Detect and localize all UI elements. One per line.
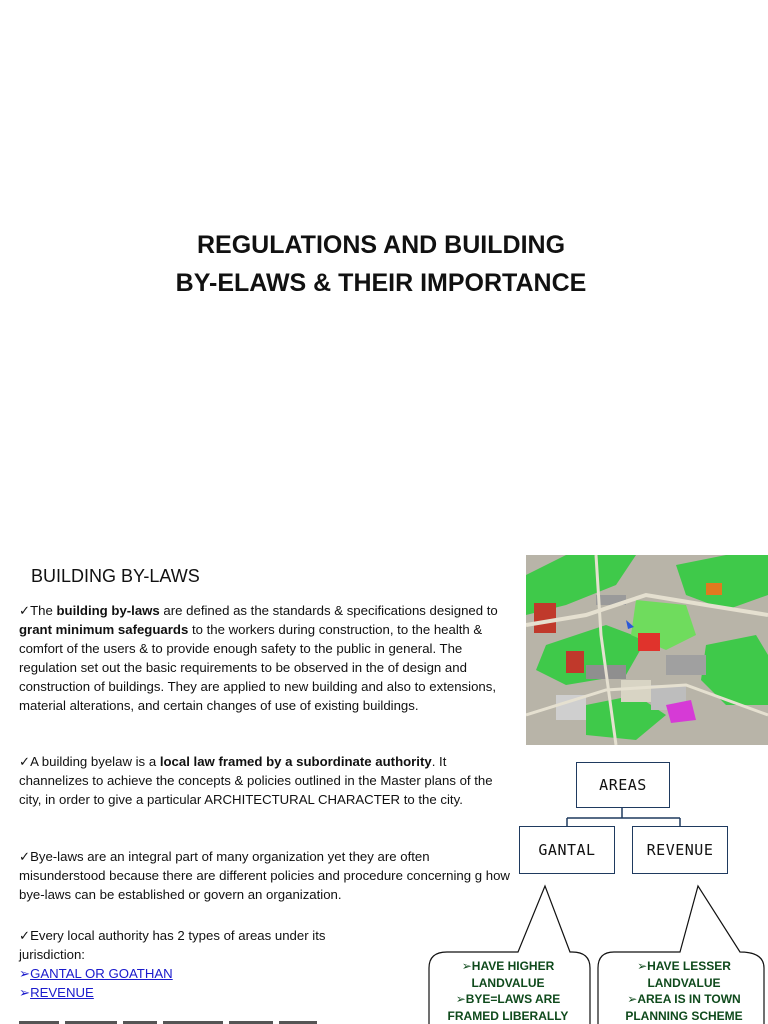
- gantal-callout-line-2: LANDVALUE: [471, 975, 545, 990]
- list-item-revenue: [19, 983, 369, 1002]
- title-line-1: REGULATIONS AND BUILDING: [196, 231, 566, 259]
- revenue-box: REVENUE: [632, 826, 728, 874]
- gantal-link[interactable]: GANTAL OR GOATHAN: [30, 966, 173, 981]
- cutoff-text-line: [19, 1014, 379, 1024]
- check-icon: ✓: [19, 603, 31, 618]
- revenue-callout-line-2: LANDVALUE: [647, 975, 721, 990]
- paragraph-area-types: [19, 926, 369, 1002]
- areas-box: AREAS: [576, 762, 670, 808]
- paragraph-local-law: [19, 752, 517, 809]
- paragraph-integral-part: [19, 847, 517, 904]
- gantal-callout-line-3: ➢BYE=LAWS ARE: [455, 992, 561, 1006]
- p2-bold-1: local law framed by a subordinate authority: [159, 754, 432, 769]
- revenue-callout-line-1: ➢HAVE LESSER: [637, 959, 731, 973]
- title-line-2: BY-ELAWS & THEIR IMPORTANCE: [175, 269, 587, 297]
- p2-text-2: . It channelizes to achieve the concepts & policies outlined in the Master plans of the city, in order to give a particular ARCHITECTURAL CHARACTER to the city.: [19, 754, 493, 807]
- revenue-callout: [604, 958, 764, 1024]
- slide-title: [0, 226, 762, 302]
- gantal-box: GANTAL: [519, 826, 615, 874]
- p1-bold-1: building by-laws: [56, 603, 160, 618]
- campus-map-image: [526, 555, 768, 745]
- gantal-callout: [430, 958, 586, 1024]
- section-heading: BUILDING BY-LAWS: [31, 566, 200, 586]
- paragraph-definition: [19, 601, 517, 715]
- revenue-link[interactable]: REVENUE: [30, 985, 94, 1000]
- list-item-gantal: [19, 964, 369, 983]
- p1-text-2: are defined as the standards & specifications designed to: [159, 603, 498, 618]
- p2-text-1: A building byelaw is a: [30, 754, 160, 769]
- arrow-bullet-icon: ➢: [19, 985, 31, 1000]
- revenue-callout-line-3: ➢AREA IS IN TOWN: [627, 992, 741, 1006]
- p3-text-1: Bye-laws are an integral part of many organization yet they are often misunderstood because there are different policies and procedure concerning g how bye-laws can be established or govern an organization.: [19, 849, 510, 902]
- check-icon: ✓: [19, 754, 31, 769]
- p4-text-1: Every local authority has 2 types of areas under its jurisdiction:: [19, 928, 326, 962]
- check-icon: ✓: [19, 849, 31, 864]
- gantal-callout-line-4: FRAMED LIBERALLY: [447, 1008, 569, 1023]
- arrow-bullet-icon: ➢: [19, 966, 31, 981]
- p1-text-1: The: [30, 603, 57, 618]
- p1-bold-2: grant minimum safeguards: [19, 622, 189, 637]
- p1-text-3: to the workers during construction, to the health & comfort of the users & to provide enough safety to the public in general. The regulation set out the basic requirements to be observed in the of design and construction of buildings. They are applied to new building and also to extensions, material alterations, and certain changes of use of existing buildings.: [19, 622, 497, 713]
- revenue-callout-line-4: PLANNING SCHEME: [625, 1008, 743, 1023]
- check-icon: ✓: [19, 928, 31, 943]
- gantal-callout-line-1: ➢HAVE HIGHER: [461, 959, 555, 973]
